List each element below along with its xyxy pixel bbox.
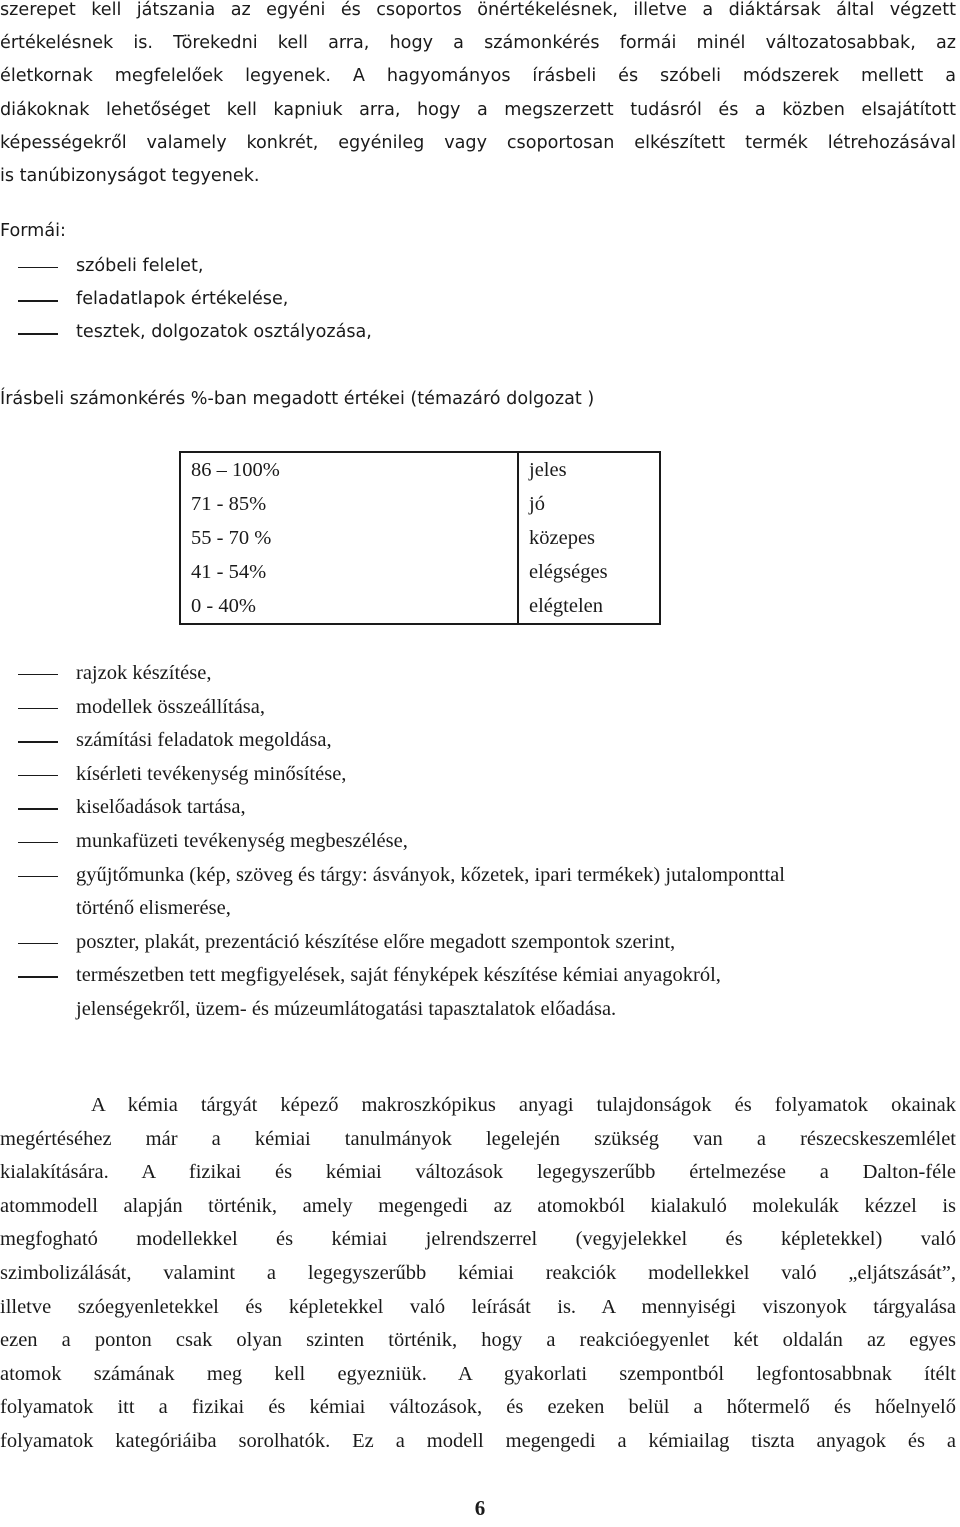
grade-cell: jó xyxy=(518,487,660,521)
grade-cell: közepes xyxy=(518,521,660,555)
dash-bullet-icon xyxy=(18,943,58,944)
text-line: atommodell alapján történik, amely megengedi az atomokból kialakuló molekulák kézzel is xyxy=(0,1194,956,1217)
forms-heading: Formái: xyxy=(0,221,66,241)
list-item: munkafüzeti tevékenység megbeszélése, xyxy=(0,825,960,859)
table-row xyxy=(180,487,660,521)
written-assessment-heading: Írásbeli számonkérés %-ban megadott értékei (témazáró dolgozat ) xyxy=(0,389,595,409)
list-item: feladatlapok értékelése, xyxy=(0,283,960,316)
range-cell: 86 – 100% xyxy=(180,452,518,487)
forms-list xyxy=(0,250,960,350)
text-line: ezen a ponton csak olyan szinten történik, hogy a reakcióegyenlet két oldalán az egyes xyxy=(0,1329,956,1352)
grading-table xyxy=(179,451,661,625)
text-line: atomok számának meg kell egyezniük. A gyakorlati szempontból legfontosabbnak ítélt xyxy=(0,1362,956,1385)
range-cell: 55 - 70 % xyxy=(180,521,518,555)
text-line: életkornak megfelelőek legyenek. A hagyományos írásbeli és szóbeli módszerek mellett a xyxy=(0,66,956,87)
grade-cell: elégséges xyxy=(518,555,660,589)
list-item-continuation: történő elismerése, xyxy=(76,897,231,920)
list-item: kiselőadások tartása, xyxy=(0,791,960,825)
text-line: megértéséhez már a kémiai tanulmányok legelején szükség van a részecskeszemlélet xyxy=(0,1127,956,1150)
list-item: tesztek, dolgozatok osztályozása, xyxy=(0,316,960,349)
table-row xyxy=(180,452,660,487)
text-line: megfogható modellekkel és kémiai jelrendszerrel (vegyjelekkel és képletekkel) való xyxy=(0,1228,956,1251)
text-line: szimbolizálását, valamint a legegyszerűbb kémiai reakciók modellekkel való „eljátszását”, xyxy=(0,1261,956,1284)
table-row xyxy=(180,589,660,624)
text-line: is tanúbizonyságot tegyenek. xyxy=(0,166,260,187)
range-cell: 41 - 54% xyxy=(180,555,518,589)
grade-cell: jeles xyxy=(518,452,660,487)
table-row xyxy=(180,555,660,589)
list-item: rajzok készítése, xyxy=(0,657,960,691)
dash-bullet-icon xyxy=(18,775,58,776)
activities-list xyxy=(0,657,960,1027)
text-line: folyamatok kategóriáiba sorolhatók. Ez a modell megengedi a kémiailag tiszta anyagok és a xyxy=(0,1429,956,1452)
list-item: gyűjtőmunka (kép, szöveg és tárgy: ásványok, kőzetek, ipari termékek) jutalomponttal történő elismerése, xyxy=(0,859,960,926)
dash-bullet-icon xyxy=(18,333,58,334)
dash-bullet-icon xyxy=(18,674,58,675)
dash-bullet-icon xyxy=(18,300,58,301)
text-line: illetve szóegyenletekkel és képletekkel való leírását is. A mennyiségi viszonyok tárgyalása xyxy=(0,1295,956,1318)
text-line: képességekről valamely konkrét, egyénileg vagy csoportosan elkészített termék létrehozásával xyxy=(0,132,956,153)
dash-bullet-icon xyxy=(18,741,58,742)
top-paragraph xyxy=(0,0,956,193)
list-item: modellek összeállítása, xyxy=(0,691,960,725)
text-line: A kémia tárgyát képező makroszkópikus anyagi tulajdonságok és folyamatok okainak xyxy=(0,1094,956,1116)
dash-bullet-icon xyxy=(18,708,58,709)
list-item: poszter, plakát, prezentáció készítése előre megadott szempontok szerint, xyxy=(0,926,960,960)
dash-bullet-icon xyxy=(18,976,58,977)
list-item: természetben tett megfigyelések, saját fényképek készítése kémiai anyagokról, jelenségekről, üzem- és múzeumlátogatási tapasztalatok előadása. xyxy=(0,959,960,1026)
text-line: diákoknak lehetőséget kell kapniuk arra, hogy a megszerzett tudásról és a közben elsajátított xyxy=(0,99,956,120)
list-item: szóbeli felelet, xyxy=(0,250,960,283)
page-number: 6 xyxy=(474,1496,486,1520)
list-item-continuation: jelenségekről, üzem- és múzeumlátogatási tapasztalatok előadása. xyxy=(76,997,617,1020)
text-line: folyamatok itt a fizikai és kémiai változások, és ezeken belül a hőtermelő és hőelnyelő xyxy=(0,1396,956,1419)
range-cell: 0 - 40% xyxy=(180,589,518,624)
text-line: értékelésnek is. Törekedni kell arra, hogy a számonkérés formái minél változatosabbak, az xyxy=(0,33,956,54)
dash-bullet-icon xyxy=(18,267,58,268)
dash-bullet-icon xyxy=(18,842,58,843)
grade-cell: elégtelen xyxy=(518,589,660,624)
list-item: kísérleti tevékenység minősítése, xyxy=(0,758,960,792)
table-row xyxy=(180,521,660,555)
bottom-paragraph xyxy=(0,1089,956,1459)
text-line: szerepet kell játszania az egyéni és csoportos önértékelésnek, illetve a diáktársak által végzett xyxy=(0,0,956,20)
text-line: kialakítására. A fizikai és kémiai változások legegyszerűbb értelmezése a Dalton-féle xyxy=(0,1161,956,1184)
dash-bullet-icon xyxy=(18,808,58,809)
list-item: számítási feladatok megoldása, xyxy=(0,724,960,758)
range-cell: 71 - 85% xyxy=(180,487,518,521)
dash-bullet-icon xyxy=(18,876,58,877)
